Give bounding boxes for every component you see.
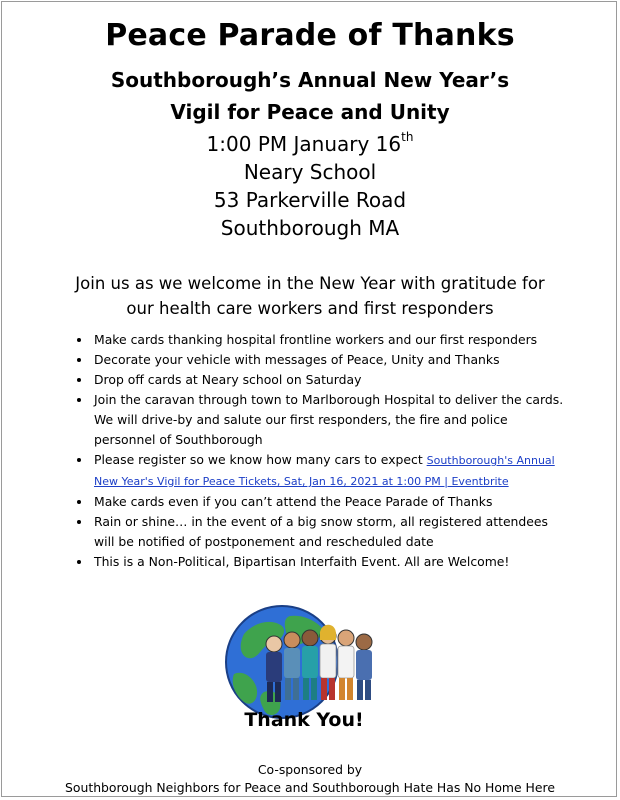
event-time-suffix: th: [401, 130, 414, 144]
event-time: [0, 132, 620, 156]
intro-line2: our health care workers and first responders: [126, 299, 494, 318]
flyer-subtitle-line2: Vigil for Peace and Unity: [170, 100, 450, 124]
cosponsor-heading: Co-sponsored by: [257, 762, 363, 777]
intro-line1: Join us as we welcome in the New Year with gratitude for: [75, 274, 545, 293]
flyer-subtitle-line1: Southborough’s Annual New Year’s: [110, 68, 510, 92]
list-item: • Drop off cards at Neary school on Saturday: [92, 370, 570, 390]
event-city: Southborough MA: [220, 216, 400, 240]
list-item-register: [92, 450, 570, 492]
event-time-main: 1:00 PM January 16: [206, 132, 402, 156]
event-street: 53 Parkerville Road: [213, 188, 407, 212]
flyer-title: Peace Parade of Thanks: [105, 18, 515, 53]
activity-list: [70, 330, 570, 572]
list-item: • This is a Non-Political, Bipartisan Interfaith Event. All are Welcome!: [92, 552, 570, 572]
list-item: • Rain or shine… in the event of a big snow storm, all registered attendees will be notified of postponement and rescheduled date: [92, 512, 570, 552]
list-item: • Make cards thanking hospital frontline workers and our first responders: [92, 330, 570, 350]
list-item: • Join the caravan through town to Marlborough Hospital to deliver the cards. We will drive-by and salute our first responders, the fire and police personnel of Southborough: [92, 390, 570, 450]
thank-you-caption: Thank You!: [244, 709, 364, 731]
cosponsor-names: Southborough Neighbors for Peace and Southborough Hate Has No Home Here: [65, 780, 555, 795]
register-text: Please register so we know how many cars to expect: [94, 452, 427, 467]
list-item: • Make cards even if you can’t attend the Peace Parade of Thanks: [92, 492, 570, 512]
register-link[interactable]: Southborough's Annual New Year's Vigil for Peace Tickets, Sat, Jan 16, 2021 at 1:00 PM | Eventbrite: [94, 454, 555, 488]
list-item: • Decorate your vehicle with messages of Peace, Unity and Thanks: [92, 350, 570, 370]
event-venue: Neary School: [243, 160, 377, 184]
